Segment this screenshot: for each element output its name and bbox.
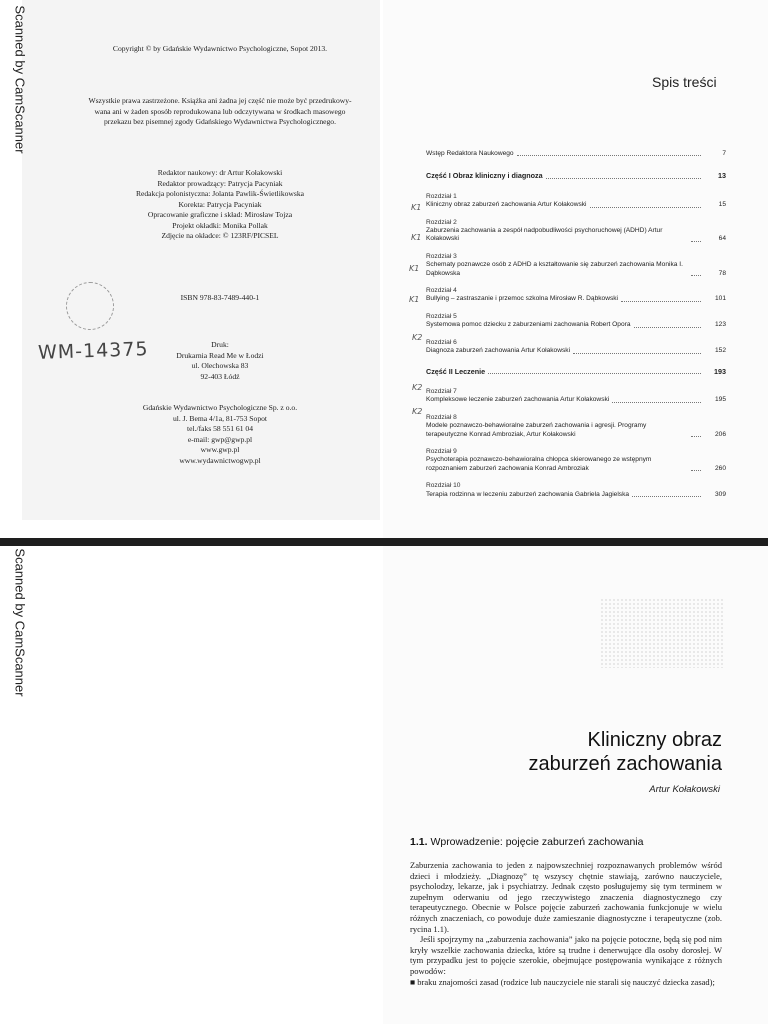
toc-chapter-label: Rozdział 2	[426, 218, 457, 226]
toc-chapter-label: Rozdział 5	[426, 312, 457, 320]
toc-entry	[426, 253, 726, 278]
toc-title: Spis treści	[652, 74, 717, 90]
credit-line: Opracowanie graficzne i skład: Mirosław Tojza	[147, 210, 293, 219]
toc-entry	[426, 193, 726, 210]
publisher-line: www.wydawnictwogwp.pl	[179, 455, 261, 465]
credit-line: Projekt okładki: Monika Pollak	[172, 220, 268, 230]
toc-entry-page: 101	[714, 295, 726, 303]
toc-entry-page: 193	[714, 366, 726, 376]
toc-entry-text: Diagnoza zaburzeń zachowania Artur Kołakowski	[426, 347, 571, 355]
toc-entry	[426, 388, 726, 405]
toc-chapter-label: Rozdział 8	[426, 413, 457, 421]
toc-entry-text: Bullying – zastraszanie i przemoc szkolna Mirosław R. Dąbkowski	[426, 295, 619, 303]
margin-note: K2	[412, 333, 423, 342]
chapter-title-line: Kliniczny obraz	[587, 729, 722, 751]
blank-lower-left	[0, 520, 383, 1024]
toc-entry-text: Zaburzenia zachowania a zespół nadpobudliwości psychoruchowej (ADHD) Artur Kołakowski	[426, 227, 663, 243]
bullet-text: braku znajomości zasad (rodzice lub nauczyciele nie starali się nauczyć dziecka zasad);	[417, 976, 715, 987]
print-line: Drukarnia Read Me w Łodzi	[176, 350, 264, 360]
toc-part	[426, 172, 726, 180]
publisher-line: e-mail: gwp@gwp.pl	[187, 434, 253, 444]
print-line: ul. Olechowska 83	[191, 361, 249, 370]
credit-line: Zdjęcie na okładce: © 123RF/PICSEL	[161, 231, 279, 240]
margin-note: K1	[409, 295, 420, 304]
toc-entry	[426, 448, 726, 473]
toc-entry	[426, 414, 726, 439]
toc-entry-text: Kliniczny obraz zaburzeń zachowania Artur Kołakowski	[426, 201, 587, 209]
toc-entry-page: 260	[714, 464, 726, 472]
publisher-line: ul. J. Bema 4/1a, 81-753 Sopot	[172, 413, 268, 423]
toc-entry-page: 195	[714, 396, 726, 404]
credit-line: Redaktor naukowy: dr Artur Kołakowski	[157, 168, 283, 177]
toc-entry-text: Psychoterapia poznawczo-behawioralna chłopca skierowanego ze wstępnym rozpoznaniem zaburzeń zachowania Konrad Ambroziak	[426, 456, 652, 472]
toc-entry-text: Modele poznawczo-behawioralne zaburzeń zachowania i agresji. Programy terapeutyczne Konrad Ambroziak, Artur Kołakowski	[426, 422, 647, 438]
toc-entry-page: 64	[718, 235, 726, 243]
toc-entry-text: Kompleksowe leczenie zaburzeń zachowania Artur Kołakowski	[426, 396, 610, 404]
toc-chapter-label: Rozdział 6	[426, 338, 457, 346]
publisher-block	[60, 403, 380, 466]
toc-entry	[426, 150, 726, 158]
toc-chapter-label: Rozdział 3	[426, 252, 457, 260]
margin-note: K2	[412, 407, 423, 416]
print-line: Druk:	[211, 340, 229, 349]
rights-line: wana ani w żaden sposób reprodukowana lub odczytywana w środkach masowego	[94, 106, 346, 116]
toc-chapter-label: Rozdział 10	[426, 482, 461, 490]
publisher-line: tel./faks 58 551 61 04	[186, 424, 253, 433]
print-block	[120, 340, 320, 382]
publisher-line: www.gwp.pl	[200, 445, 240, 454]
toc-entry-text: Systemowa pomoc dziecku z zaburzeniami zachowania Robert Opora	[426, 321, 631, 329]
chapter-title-line: zaburzeń zachowania	[528, 753, 722, 775]
handwritten-inventory-number: WM-14375	[37, 338, 149, 364]
margin-note: K1	[411, 203, 422, 212]
page-divider	[0, 538, 768, 546]
rights-line: przekazu bez pisemnej zgody Gdańskiego Wydawnictwa Psychologicznego.	[104, 117, 336, 126]
margin-note: K1	[409, 264, 420, 273]
margin-note: K1	[411, 233, 422, 242]
toc-entry-page: 7	[722, 150, 726, 157]
section-heading	[410, 836, 643, 848]
toc-entry-page: 15	[718, 201, 726, 209]
copyright-line: Copyright © by Gdańskie Wydawnictwo Psychologiczne, Sopot 2013.	[112, 44, 328, 53]
toc-entry-page: 309	[714, 490, 726, 498]
toc-entry	[426, 482, 726, 499]
toc-entry	[426, 219, 726, 244]
toc-entry-text: Schematy poznawcze osób z ADHD a kształtowanie się zaburzeń zachowania Monika I. Dąbkowska	[426, 261, 683, 277]
isbn: ISBN 978-83-7489-440-1	[180, 293, 260, 302]
credit-line: Korekta: Patrycja Pacyniak	[178, 199, 262, 209]
toc-chapter-label: Rozdział 1	[426, 192, 457, 200]
decorative-speckle	[600, 598, 725, 668]
toc-entry-text: Część II Leczenie	[426, 366, 486, 376]
toc-entry-page: 206	[714, 430, 726, 438]
toc-entry	[426, 339, 726, 356]
section-title: Wprowadzenie: pojęcie zaburzeń zachowania	[430, 836, 644, 848]
chapter-author: Artur Kołakowski	[649, 784, 720, 795]
print-line: 92-403 Łódź	[200, 371, 240, 381]
toc-entry-page: 78	[718, 269, 726, 277]
toc-entry-text: Terapia rodzinna w leczeniu zaburzeń zachowania Gabriela Jagielska	[426, 490, 630, 498]
toc-entry-page: 152	[714, 347, 726, 355]
toc-entry	[426, 313, 726, 330]
toc-entry-text: Część I Obraz kliniczny i diagnoza	[426, 171, 543, 181]
credit-line: Redaktor prowadzący: Patrycja Pacyniak	[157, 178, 283, 188]
publisher-line: Gdańskie Wydawnictwo Psychologiczne Sp. z o.o.	[142, 403, 298, 412]
toc-chapter-label: Rozdział 4	[426, 287, 457, 295]
toc-entry-page: 123	[714, 321, 726, 329]
chapter-body	[410, 860, 722, 987]
rights-block	[60, 96, 380, 128]
toc-entry-text: Wstęp Redaktora Naukowego	[426, 150, 514, 157]
toc-entry-page: 13	[718, 171, 726, 181]
toc-chapter-label: Rozdział 7	[426, 387, 457, 395]
paragraph: Jeśli spojrzymy na „zaburzenia zachowania” jako na pojęcie potoczne, będą się pod nim kryły wszelkie zachowania dziecka, które są trudne i denerwujące dla osoby dorosłej. W tym przypadku jest to pojęcie szerokie, obejmujące postępowania wynikające z różnych powodów:	[410, 934, 722, 976]
credits-block	[60, 168, 380, 242]
paragraph: Zaburzenia zachowania to jeden z najpowszechniej rozpoznawanych problemów wśród dzieci i młodzieży. „Diagnozę” tę wszyscy chętnie stawiają, zarówno nauczyciele, psycholodzy, lekarze, jak i psychiatrzy. Jednak często posługujemy się tym terminem w zupełnym oderwaniu od jego rzeczywistego znaczenia diagnostycznego czy terapeutycznego. Obecnie w Polsce pojęcie zaburzeń zachowania funkcjonuje w wielu różnych znaczeniach, co powoduje duże zamieszanie diagnostyczne i terapeutyczne (zob. rycina 1.1).	[410, 860, 722, 934]
toc-part	[426, 368, 726, 376]
section-number: 1.1.	[410, 836, 428, 848]
toc-list	[426, 150, 726, 508]
bullet-icon: ■	[410, 976, 418, 987]
margin-note: K2	[412, 383, 423, 392]
rights-line: Wszystkie prawa zastrzeżone. Książka ani żadna jej część nie może być przedrukowy-	[88, 96, 352, 105]
credit-line: Redakcja polonistyczna: Jolanta Pawlik-Świetlikowska	[135, 189, 305, 198]
toc-entry	[426, 287, 726, 304]
chapter-title	[500, 728, 722, 776]
bullet-item	[410, 977, 722, 988]
library-stamp	[66, 282, 114, 330]
toc-chapter-label: Rozdział 9	[426, 447, 457, 455]
watermark-bottom: Scanned by CamScanner	[12, 548, 28, 697]
watermark-top: Scanned by CamScanner	[12, 5, 28, 154]
